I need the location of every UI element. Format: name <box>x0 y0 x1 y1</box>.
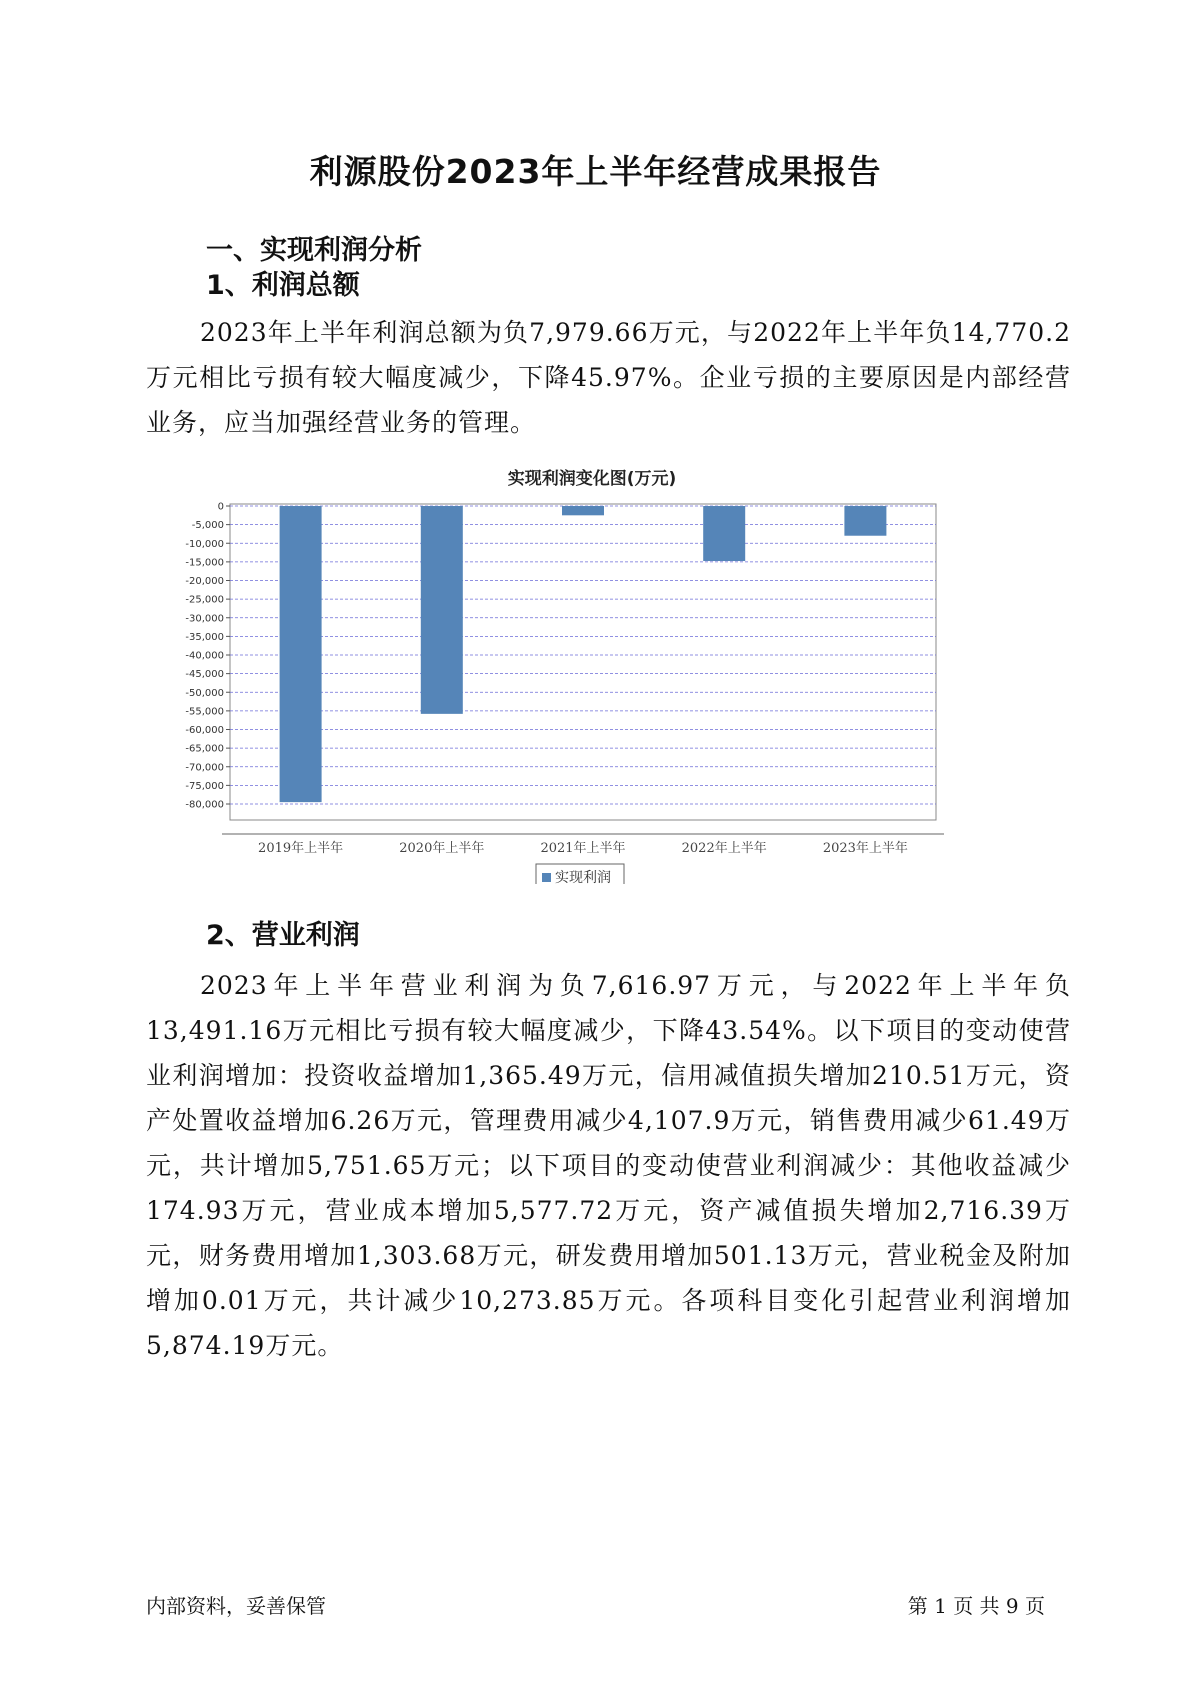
x-tick-label: 2019年上半年 <box>258 841 344 856</box>
bar <box>421 506 463 714</box>
profit-bar-chart <box>160 464 1020 884</box>
y-tick-label: -40,000 <box>185 650 224 662</box>
bar <box>703 506 745 561</box>
legend-swatch <box>542 873 551 882</box>
section-heading-profit-analysis: 一、实现利润分析 <box>206 235 422 266</box>
chart-title: 实现利润变化图(万元) <box>507 469 677 489</box>
y-tick-label: -50,000 <box>185 687 224 699</box>
x-tick-label: 2023年上半年 <box>822 841 908 856</box>
subheading-total-profit: 1、利润总额 <box>206 270 360 301</box>
chart-legend <box>536 864 624 884</box>
y-tick-label: -75,000 <box>185 780 224 792</box>
y-tick-label: -25,000 <box>185 594 224 606</box>
document-title: 利源股份2023年上半年经营成果报告 <box>309 152 882 191</box>
y-axis <box>185 502 230 811</box>
chart-grid <box>230 504 936 820</box>
bar <box>280 506 322 802</box>
x-tick-label: 2022年上半年 <box>681 841 767 856</box>
footer-confidential: 内部资料，妥善保管 <box>146 1594 326 1618</box>
paragraph-operating-profit: 2023年上半年营业利润为负7,616.97万元，与2022年上半年负13,491.16万元相比亏损有较大幅度减少，下降43.54%。以下项目的变动使营业利润增加：投资收益增加1,365.49万元，信用减值损失增加210.51万元，资产处置收益增加6.26万元，管理费用减少4,107.9万元，销售费用减少61.49万元，共计增加5,751.65万元；以下项目的变动使营业利润减少：其他收益减少174.93万元，营业成本增加5,577.72万元，资产减值损失增加2,716.39万元，财务费用增加1,303.68万元，研发费用增加501.13万元，营业税金及附加增加0.01万元，共计减少10,273.85万元。各项科目变化引起营业利润增加5,874.19万元。 <box>146 971 1071 1360</box>
y-tick-label: -60,000 <box>185 725 224 736</box>
y-tick-label: -45,000 <box>185 669 224 681</box>
x-axis <box>222 834 944 856</box>
y-tick-label: -65,000 <box>185 743 224 755</box>
y-tick-label: -35,000 <box>185 631 224 643</box>
y-tick-label: -55,000 <box>185 706 224 718</box>
y-tick-label: -10,000 <box>185 538 224 550</box>
plot-area <box>230 504 936 820</box>
y-tick-label: -30,000 <box>185 613 224 625</box>
y-tick-label: -15,000 <box>185 557 224 569</box>
y-tick-label: -80,000 <box>185 799 224 811</box>
y-tick-label: -5,000 <box>191 520 224 532</box>
subheading-operating-profit: 2、营业利润 <box>206 920 360 951</box>
legend-label: 实现利润 <box>555 870 611 884</box>
bar <box>844 506 886 536</box>
y-tick-label: -20,000 <box>185 576 224 587</box>
bar <box>562 506 604 515</box>
y-tick-label: 0 <box>217 501 224 513</box>
y-tick-label: -70,000 <box>185 762 224 774</box>
paragraph-total-profit: 2023年上半年利润总额为负7,979.66万元，与2022年上半年负14,770.2万元相比亏损有较大幅度减少，下降45.97%。企业亏损的主要原因是内部经营业务，应当加强经营业务的管理。 <box>146 318 1071 437</box>
x-tick-label: 2021年上半年 <box>540 841 626 856</box>
x-tick-label: 2020年上半年 <box>399 841 485 856</box>
footer-page-number: 第 1 页 共 9 页 <box>907 1594 1045 1618</box>
